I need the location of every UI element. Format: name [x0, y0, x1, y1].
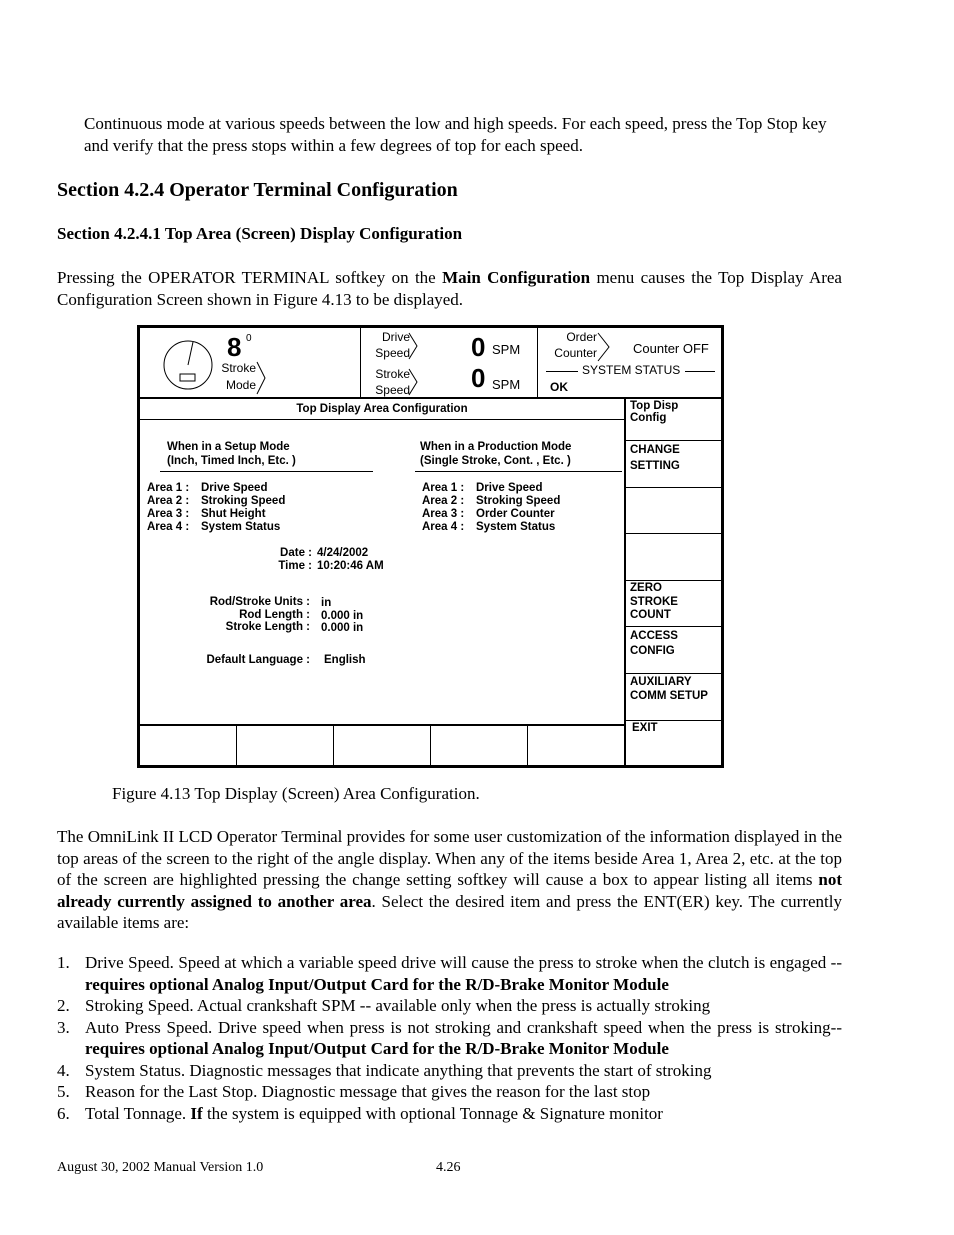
date-value: 4/24/2002: [317, 547, 369, 559]
chevron-right-icon: [597, 332, 611, 362]
time-value: 10:20:46 AM: [317, 560, 384, 572]
chevron-right-icon: [408, 332, 418, 360]
section-heading: Section 4.2.4 Operator Terminal Configuration: [57, 179, 458, 201]
counter-status: Counter OFF: [633, 341, 709, 356]
list-item[interactable]: Area 3 : Shut Height: [147, 508, 266, 520]
footer-left: August 30, 2002 Manual Version 1.0: [57, 1160, 264, 1175]
order-counter-label: Order Counter: [554, 330, 597, 360]
chevron-right-icon: [408, 368, 418, 396]
list-item[interactable]: Area 3 : Order Counter: [422, 508, 555, 520]
stroke-length-value: 0.000 in: [321, 622, 364, 634]
rod-stroke-units-label: Rod/Stroke Units :: [209, 596, 310, 608]
drive-speed-label: Drive Speed: [375, 330, 410, 360]
top-disp-config-softkey[interactable]: Top Disp Config: [630, 400, 679, 424]
intro-paragraph: [84, 113, 842, 156]
rod-length-label: Rod Length :: [239, 609, 310, 621]
drive-speed-unit: SPM: [492, 342, 521, 357]
list-item[interactable]: Area 1 : Drive Speed: [147, 482, 268, 494]
time-label: Time :: [278, 560, 312, 572]
list-item[interactable]: Area 2 : Stroking Speed: [422, 495, 561, 507]
angle-dial-icon: [162, 338, 214, 392]
pressing-paragraph: Pressing the OPERATOR TERMINAL softkey on the Main Configuration menu causes the Top Display Area Configuration Screen shown in Figure 4.13 to be displayed.: [57, 268, 842, 309]
production-area-list: [422, 482, 560, 534]
intro-text: Continuous mode at various speeds between the low and high speeds. For each speed, press the Top Stop key and verify that the press stops within a few degrees of top for each speed.: [84, 114, 827, 155]
auxiliary-comm-setup-softkey[interactable]: AUXILIARY COMM SETUP: [630, 676, 708, 702]
bottom-softkey-1[interactable]: [140, 726, 236, 765]
bottom-softkey-5[interactable]: [528, 726, 624, 765]
stroke-speed-value: 0: [471, 363, 486, 393]
screen-title: Top Display Area Configuration: [296, 403, 468, 415]
change-setting-softkey[interactable]: CHANGE SETTING: [630, 444, 680, 472]
list-item: 3. Auto Press Speed. Drive speed when press is not stroking and crankshaft speed when the press is stroking-- requires optional Analog Input/Output Card for the R/D-Brake Monitor Module: [57, 1017, 842, 1058]
list-item[interactable]: Area 2 : Stroking Speed: [147, 495, 286, 507]
exit-softkey[interactable]: EXIT: [632, 722, 658, 734]
stroke-mode-label: Stroke Mode: [221, 361, 256, 392]
date-label: Date :: [280, 547, 312, 559]
list-item: 6. Total Tonnage. If the system is equipped with optional Tonnage & Signature monitor: [57, 1103, 663, 1123]
bottom-softkey-4[interactable]: [431, 726, 527, 765]
list-item: 4. System Status. Diagnostic messages that indicate anything that prevents the start of stroking: [57, 1060, 712, 1080]
angle-value: 8: [227, 332, 242, 362]
list-item: 5. Reason for the Last Stop. Diagnostic message that gives the reason for the last stop: [57, 1082, 651, 1101]
production-mode-heading: When in a Production Mode (Single Stroke, Cont. , Etc. ): [420, 441, 572, 467]
stroke-speed-label: Stroke Speed: [375, 367, 410, 397]
list-item[interactable]: Area 1 : Drive Speed: [422, 482, 543, 494]
omnilink-paragraph: The OmniLink II LCD Operator Terminal provides for some user customization of the information displayed in the top areas of the screen to the right of the angle display. When any of the items beside Area 1, Area 2, etc. at the top of the screen are highlighted pressing the change setting softkey will cause a box to appear listing all items not already currently assigned to another area. Select the desired item and press the ENT(ER) key. The currently available items are:: [57, 827, 842, 932]
drive-speed-value: 0: [471, 332, 486, 362]
chevron-right-icon: [256, 361, 266, 395]
list-item[interactable]: Area 4 : System Status: [422, 521, 556, 533]
subsection-heading: Section 4.2.4.1 Top Area (Screen) Display Configuration: [57, 224, 463, 243]
bottom-softkey-3[interactable]: [334, 726, 430, 765]
available-items-list: [57, 952, 842, 1124]
operator-terminal-screen: [137, 325, 724, 768]
list-item[interactable]: Area 4 : System Status: [147, 521, 281, 533]
list-item: 1. Drive Speed. Speed at which a variable speed drive will cause the press to stroke when the clutch is engaged -- requires optional Analog Input/Output Card for the R/D-Brake Monitor Module: [57, 953, 842, 994]
setup-area-list: [147, 482, 285, 534]
system-status-value: OK: [550, 380, 568, 394]
angle-unit: 0: [246, 333, 252, 344]
default-language-value: English: [324, 654, 366, 666]
default-language-label: Default Language :: [206, 654, 310, 666]
stroke-speed-unit: SPM: [492, 377, 521, 392]
figure-caption: Figure 4.13 Top Display (Screen) Area Configuration.: [112, 784, 480, 803]
rod-stroke-units-value: in: [321, 597, 332, 609]
list-item: 2. Stroking Speed. Actual crankshaft SPM -- available only when the press is actually stroking: [57, 996, 711, 1015]
stroke-length-label: Stroke Length :: [225, 621, 310, 633]
system-status-label: SYSTEM STATUS: [582, 363, 681, 377]
rod-length-value: 0.000 in: [321, 610, 364, 622]
access-config-softkey[interactable]: ACCESS CONFIG: [630, 630, 678, 657]
bottom-softkey-2[interactable]: [237, 726, 333, 765]
zero-stroke-count-softkey[interactable]: ZERO STROKE COUNT: [630, 582, 678, 621]
softkey-column: [626, 399, 721, 765]
setup-mode-heading: When in a Setup Mode (Inch, Timed Inch, Etc. ): [167, 441, 296, 467]
footer-page-number: 4.26: [436, 1160, 461, 1175]
